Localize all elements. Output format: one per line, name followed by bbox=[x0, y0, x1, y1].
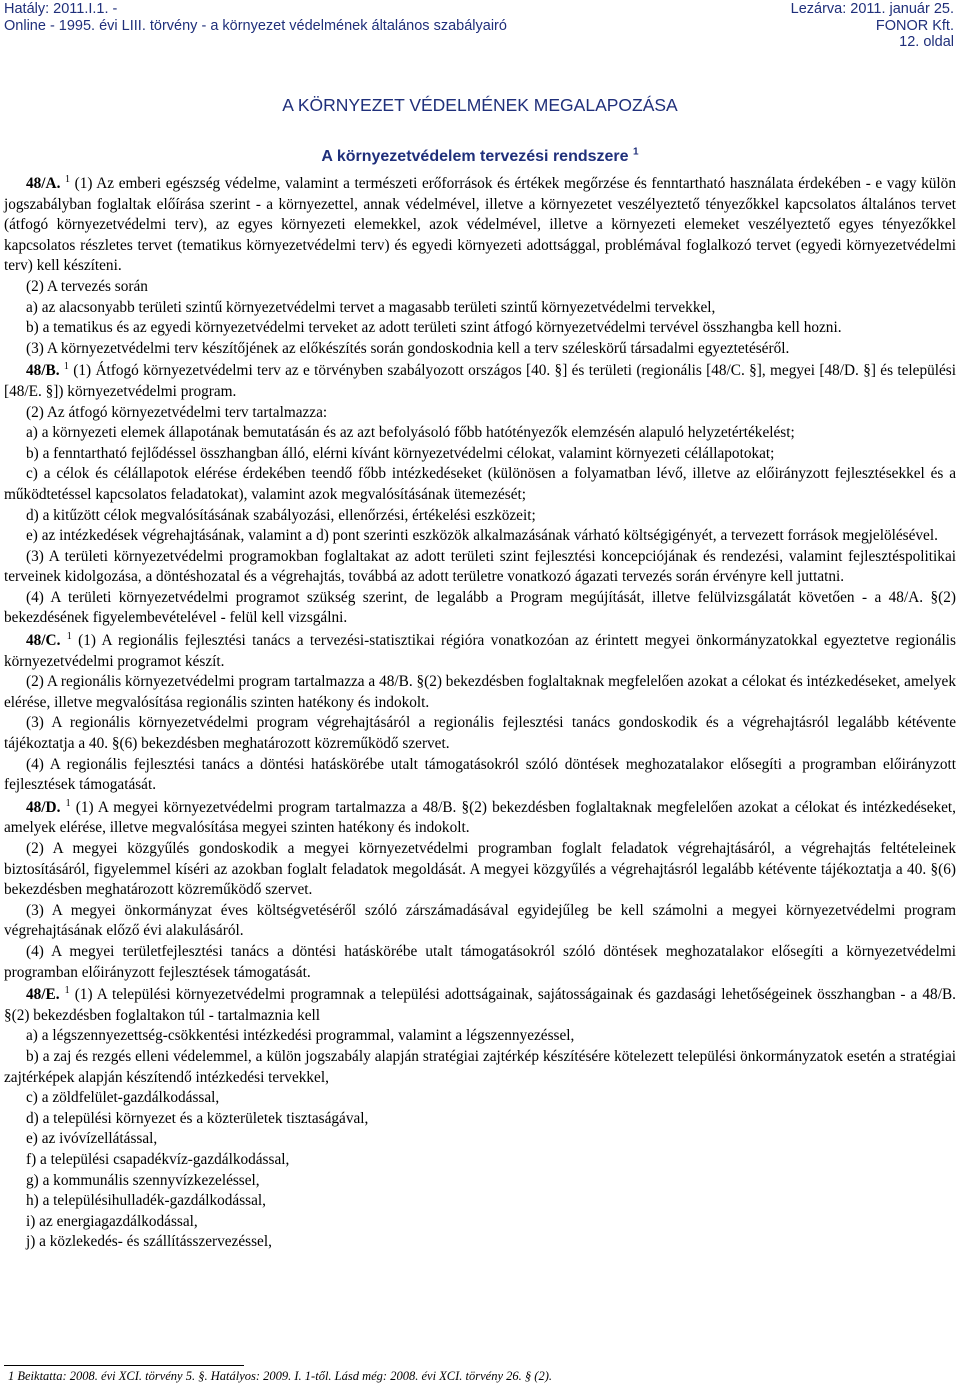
section-48a-p2b: b) a tematikus és az egyedi környezetvédelmi terveket az adott területi szint átfogó környezetvédelmi tervével összhangba kell hozni. bbox=[26, 319, 842, 337]
section-48b-p2: (2) Az átfogó környezetvédelmi terv tartalmazza: bbox=[26, 403, 328, 421]
section-number: 48/C. bbox=[26, 632, 61, 650]
list-item: d) a települési környezet és a közterületek tisztaságával, bbox=[26, 1109, 369, 1127]
section-number: 48/B. bbox=[26, 362, 60, 380]
section-number: 48/A. bbox=[26, 175, 61, 192]
section-48a-p2a: a) az alacsonyabb területi szintű környezetvédelmi tervet a magasabb területi szintű környezetvédelmi tervekkel, bbox=[26, 298, 716, 316]
section-48b-p2e: e) az intézkedések végrehajtásának, valamint a d) pont szerinti eszközök alkalmazásának várható költségigényét, a tervezett források megjelölésével. bbox=[26, 527, 938, 545]
paragraph-text: (1) A települési környezetvédelmi programnak a települési adottságainak, sajátosságainak és gazdasági lehetőségeinek összhangban - a 48/B. §(2) bekezdésben foglaltakon túl - tartalmaznia kell bbox=[4, 986, 956, 1024]
footnote-mark[interactable]: 1 bbox=[65, 173, 71, 185]
section-48d-p1 bbox=[4, 798, 956, 839]
section-48c-p3: (3) A regionális környezetvédelmi program végrehajtásáról a regionális fejlesztési tanács gondoskodik és a végrehajtásról legalább kétévente tájékoztatja a 40. §(6) bekezdésben meghatározott közreműködő szervet. bbox=[4, 714, 956, 753]
section-48b-p2c: c) a célok és célállapotok elérése érdekében teendő főbb intézkedéseket (különösen a folyamatban lévő, illetve az előirányzott fejlesztésekkel és a működtetéssel kapcsolatos feladatokat), valamint azok megvalósításának ütemezését; bbox=[4, 465, 956, 503]
section-48b-p2b: b) a fenntartható fejlődéssel összhangban álló, elérni kívánt környezetvédelmi célokat, valamint környezeti célállapotokat; bbox=[26, 444, 775, 462]
list-item: f) a települési csapadékvíz-gazdálkodással, bbox=[26, 1150, 290, 1168]
list-item: h) a településihulladék-gazdálkodással, bbox=[26, 1192, 266, 1210]
list-item: i) az energiagazdálkodással, bbox=[26, 1212, 198, 1230]
list-item: b) a zaj és rezgés elleni védelemmel, a külön jogszabály alapján stratégiai zajtérkép készítésére kötelezett települési önkormányzatok esetén a stratégiai zajtérképek alapján készítendő intézkedési tervekkel, bbox=[4, 1047, 956, 1086]
section-48b-p2a: a) a környezeti elemek állapotának bemutatásán és az azt befolyásoló főbb hatótényezők elemzésén alapuló helyzetértékelést; bbox=[26, 424, 795, 442]
section-number: 48/E. bbox=[26, 986, 60, 1004]
section-48b-p3: (3) A területi környezetvédelmi programokban foglaltakat az adott területi szint fejlesztési koncepciójának és rendezési, valamint fejlesztéspolitikai terveinek kidolgozása, a döntéshozatal és a végrehajtás, továbbá az adott területre vonatkozó ágazati tervezés során érvényre kell juttatni. bbox=[4, 547, 956, 586]
section-48c-p4: (4) A regionális fejlesztési tanács a döntési hatáskörébe utalt támogatásokról szóló döntések meghozatalakor elősegíti a programban előirányzott fejlesztések támogatását. bbox=[4, 755, 956, 794]
section-title-text: A környezetvédelem tervezési rendszere bbox=[321, 148, 629, 165]
footnote-divider bbox=[4, 1365, 244, 1366]
section-48b-p1 bbox=[4, 361, 956, 402]
list-item: j) a közlekedés- és szállításszervezéssel, bbox=[26, 1233, 272, 1251]
footnote-mark[interactable]: 1 bbox=[64, 985, 70, 997]
header-effective: Hatály: 2011.I.1. - bbox=[4, 1, 118, 17]
document-body bbox=[4, 174, 956, 1253]
section-48a-p3: (3) A környezetvédelmi terv készítőjének az előkészítés során gondoskodnia kell a terv széleskörű társadalmi egyeztetéséről. bbox=[26, 339, 790, 357]
section-48b-p4: (4) A területi környezetvédelmi programot szükség szerint, de legalább a Program megújítását, illetve felülvizsgálatát követően - a 48/A. §(2) bekezdésének figyelembevételével - felül kell vizsgálni. bbox=[4, 588, 956, 627]
section-48b-p2d: d) a kitűzött célok megvalósításának szabályozási, ellenőrzési, értékelési eszközeit; bbox=[26, 506, 536, 524]
header-closed-date: Lezárva: 2011. január 25. bbox=[790, 1, 954, 17]
footnote-text: 1 Beiktatta: 2008. évi XCI. törvény 5. §. Hatályos: 2009. I. 1-től. Lásd még: 2008. évi XCI. törvény 26. § (2). bbox=[8, 1369, 552, 1383]
list-item: g) a kommunális szennyvízkezeléssel, bbox=[26, 1171, 260, 1189]
section-48d-p4: (4) A megyei területfejlesztési tanács a döntési hatáskörébe utalt támogatásokról szóló döntések meghozatalakor elősegíti a környezetvédelmi programban előirányzott fejlesztések támogatását. bbox=[4, 942, 956, 981]
section-48c-p1 bbox=[4, 631, 956, 672]
list-item: e) az ivóvízellátással, bbox=[26, 1130, 158, 1148]
header-left bbox=[4, 1, 507, 34]
header-publisher: FONOR Kft. bbox=[875, 17, 954, 34]
header-right bbox=[791, 1, 954, 51]
section-number: 48/D. bbox=[26, 798, 61, 816]
section-48c-p2: (2) A regionális környezetvédelmi program tartalmazza a 48/B. §(2) bekezdésben foglaltaknak megfelelően azokat a célokat és intézkedéseket, amelyek elérése, illetve megvalósítása regionális szinten hatékony és indokolt. bbox=[4, 673, 956, 711]
header-law-title: Online - 1995. évi LIII. törvény - a környezet védelmének általános szabályairó bbox=[4, 17, 507, 34]
section-title bbox=[0, 148, 960, 166]
footnote-mark[interactable]: 1 bbox=[65, 797, 71, 809]
header-page-number: 12. oldal bbox=[899, 34, 954, 50]
section-48a-p1 bbox=[4, 174, 956, 277]
page-header bbox=[0, 0, 960, 52]
section-48a-p2: (2) A tervezés során bbox=[26, 277, 148, 295]
footnote-mark[interactable]: 1 bbox=[633, 146, 639, 158]
chapter-title: A KÖRNYEZET VÉDELMÉNEK MEGALAPOZÁSA bbox=[282, 95, 678, 115]
paragraph-text: (1) Az emberi egészség védelme, valamint a természeti erőforrások és értékek megőrzése és fenntartható használata érdekében - e vagy külön jogszabályban foglaltak előírása szerint - a környezettel, annak védelmével, illetve a környezetet veszélyeztető tényezőkkel kapcsolatos általános tervet (átfogó környezetvédelmi terv), az egyes környezeti elemekkel, azok védelmével, illetve a környezeti elemeket veszélyeztető egyes tényezőkkel kapcsolatos részletes tervet (tematikus környezetvédelmi terv) és egyedi környezeti adottsággal, problémával foglalkozó tervet (egyedi környezetvédelmi terv) kell készíteni. bbox=[4, 175, 956, 275]
footnote-mark[interactable]: 1 bbox=[66, 630, 72, 642]
paragraph-text: (1) A megyei környezetvédelmi program tartalmazza a 48/B. §(2) bekezdésben foglaltaknak megfelelően azokat a célokat és intézkedéseket, amelyek elérése, illetve megvalósítása megyei szinten hatékony és indokolt. bbox=[4, 798, 956, 837]
section-48d-p3: (3) A megyei önkormányzat éves költségvetéséről szóló zárszámadásával egyidejűleg be kell számolni a megyei környezetvédelmi program végrehajtásának előző évi alakulásáról. bbox=[4, 901, 956, 940]
section-48e-p1 bbox=[4, 985, 956, 1026]
footnote-mark[interactable]: 1 bbox=[63, 361, 69, 373]
list-item: a) a légszennyezettség-csökkentési intézkedési programmal, valamint a légszennyezéssel, bbox=[26, 1027, 575, 1045]
list-item: c) a zöldfelület-gazdálkodással, bbox=[26, 1089, 220, 1107]
section-48d-p2: (2) A megyei közgyűlés gondoskodik a megyei környezetvédelmi programban foglalt feladatok végrehajtásáról, a végrehajtás feltételeinek biztosításáról, figyelemmel kíséri az azokban foglalt feladatok megoldását. A megyei közgyűlés a végrehajtásról legalább kétévente tájékoztatja a 40. §(6) bekezdésben meghatározott közreműködő szervet. bbox=[4, 840, 956, 899]
paragraph-text: (1) A regionális fejlesztési tanács a tervezési-statisztikai régióra vonatkozóan az érintett megyei önkormányzatokkal egyeztetve regionális környezetvédelmi programot készít. bbox=[4, 632, 956, 670]
paragraph-text: (1) Átfogó környezetvédelmi terv az e törvényben szabályozott országos [40. §] és területi (regionális [48/C. §], megyei [48/D. §] és települési [48/E. §]) környezetvédelmi program. bbox=[4, 362, 956, 400]
